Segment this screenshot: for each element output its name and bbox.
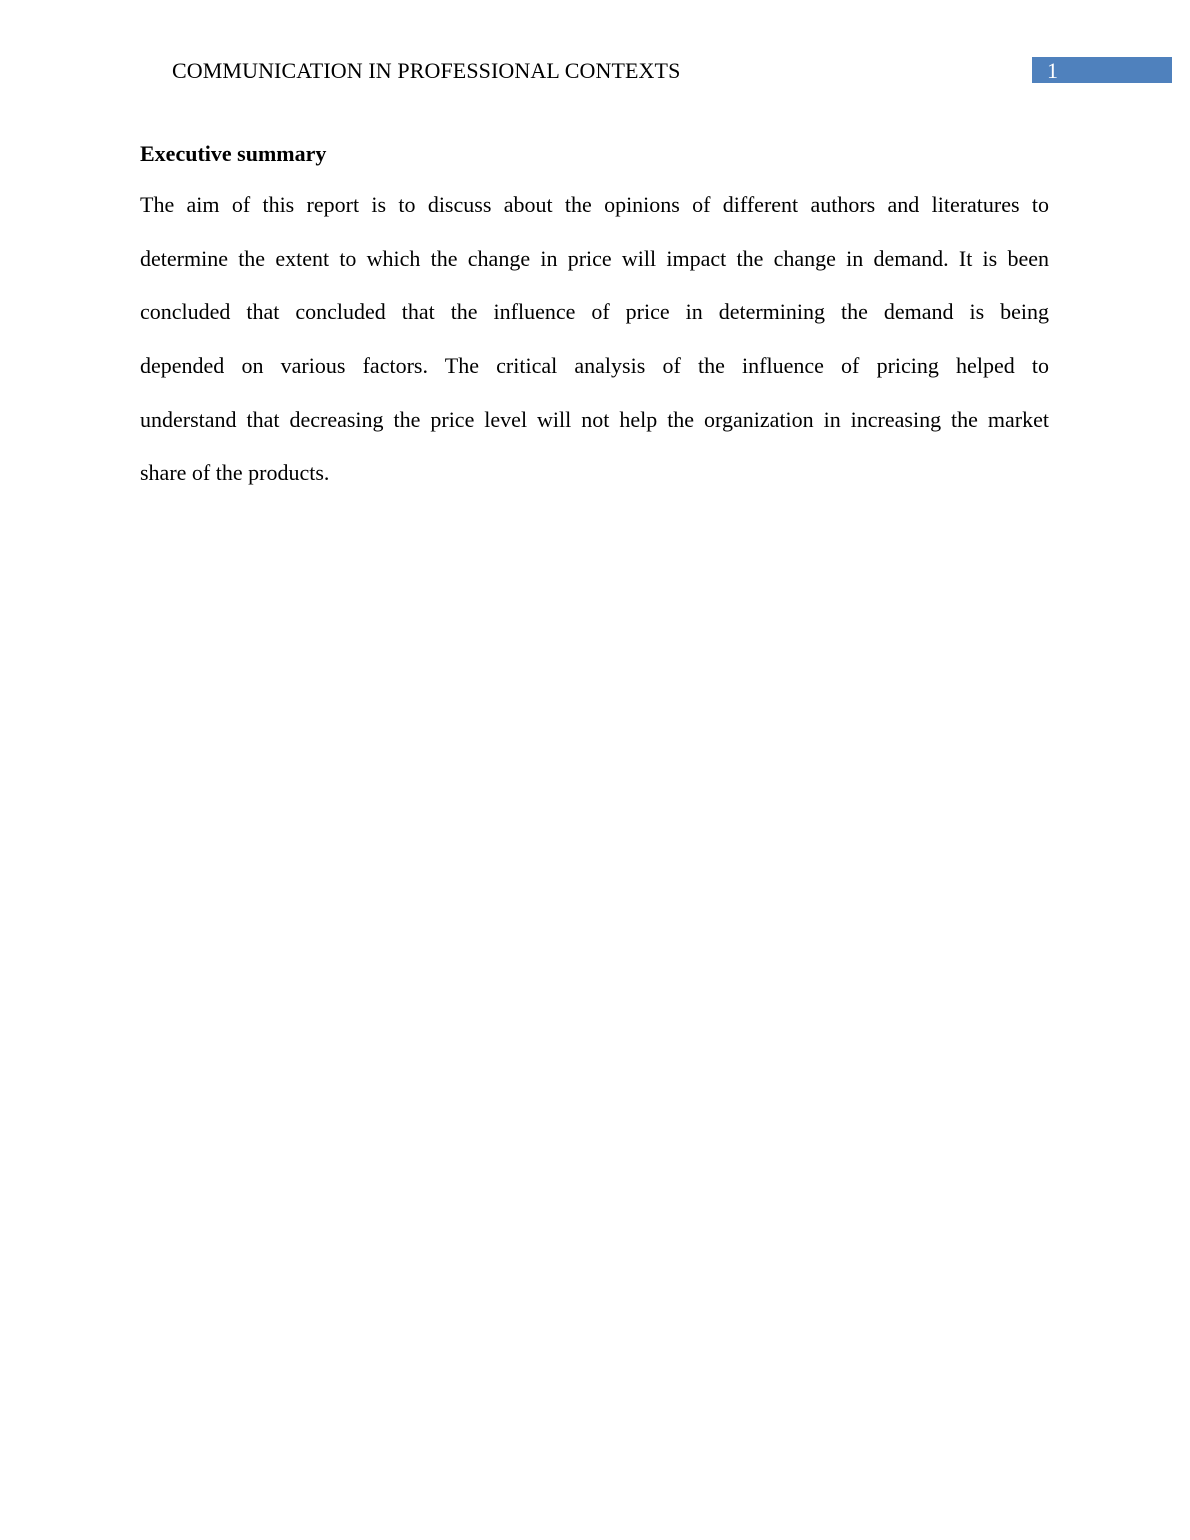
section-heading: Executive summary [140,141,327,166]
paragraph-line: understand that decreasing the price level will not help the organization in increasing the market [140,406,1049,432]
paragraph-line: share of the products. [140,460,330,486]
paragraph-line: determine the extent to which the change in price will impact the change in demand. It is been [140,245,1049,271]
summary-paragraph [140,178,1049,500]
running-header-title: COMMUNICATION IN PROFESSIONAL CONTEXTS [172,58,681,83]
paragraph-line: The aim of this report is to discuss about the opinions of different authors and literatures to [140,192,1049,217]
page-number-box [1032,57,1172,83]
paragraph-line: concluded that concluded that the influence of price in determining the demand is being [140,299,1049,325]
paragraph-line: depended on various factors. The critical analysis of the influence of pricing helped to [140,353,1049,379]
page-number: 1 [1047,58,1058,83]
